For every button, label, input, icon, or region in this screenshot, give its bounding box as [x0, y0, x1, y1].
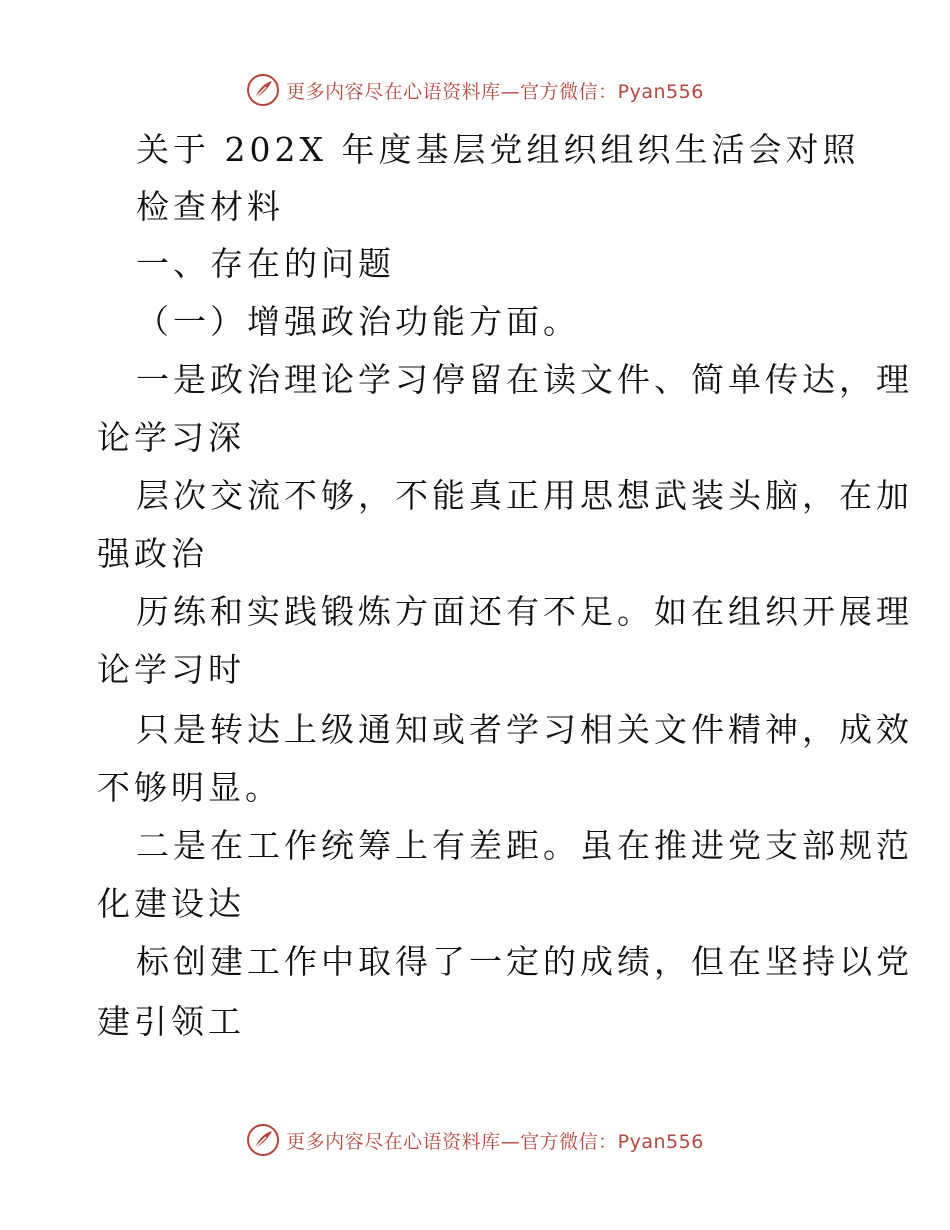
paragraph-line: 层次交流不够，不能真正用思想武装头脑，在加	[136, 476, 913, 515]
paragraph-line: 不够明显。	[97, 768, 282, 807]
watermark-main-text: 更多内容尽在心语资料库	[286, 80, 501, 103]
paragraph-line: 二是在工作统筹上有差距。虽在推进党支部规范	[136, 826, 913, 865]
footer-watermark	[0, 1120, 950, 1160]
watermark-main-text: 更多内容尽在心语资料库	[286, 1130, 501, 1153]
header-watermark	[0, 70, 950, 110]
document-title-line-2: 检查材料	[136, 187, 284, 226]
section-heading: 一、存在的问题	[136, 244, 395, 283]
feather-pen-logo-icon	[246, 73, 280, 107]
watermark-wechat-text: —官方微信：Pyan556	[500, 1130, 704, 1153]
subsection-heading: （一）增强政治功能方面。	[136, 302, 580, 341]
paragraph-line: 只是转达上级通知或者学习相关文件精神，成效	[136, 710, 913, 749]
paragraph-line: 论学习时	[97, 650, 245, 689]
watermark-wechat-text: —官方微信：Pyan556	[500, 80, 704, 103]
paragraph-line: 一是政治理论学习停留在读文件、简单传达，理	[136, 360, 913, 399]
feather-pen-logo-icon	[246, 1123, 280, 1157]
paragraph-line: 建引领工	[97, 1002, 245, 1041]
paragraph-line: 强政治	[97, 534, 208, 573]
document-title-line-1: 关于 202X 年度基层党组织组织生活会对照	[136, 130, 860, 169]
paragraph-line: 标创建工作中取得了一定的成绩，但在坚持以党	[136, 942, 913, 981]
paragraph-line: 历练和实践锻炼方面还有不足。如在组织开展理	[136, 592, 913, 631]
paragraph-line: 论学习深	[97, 418, 245, 457]
paragraph-line: 化建设达	[97, 884, 245, 923]
